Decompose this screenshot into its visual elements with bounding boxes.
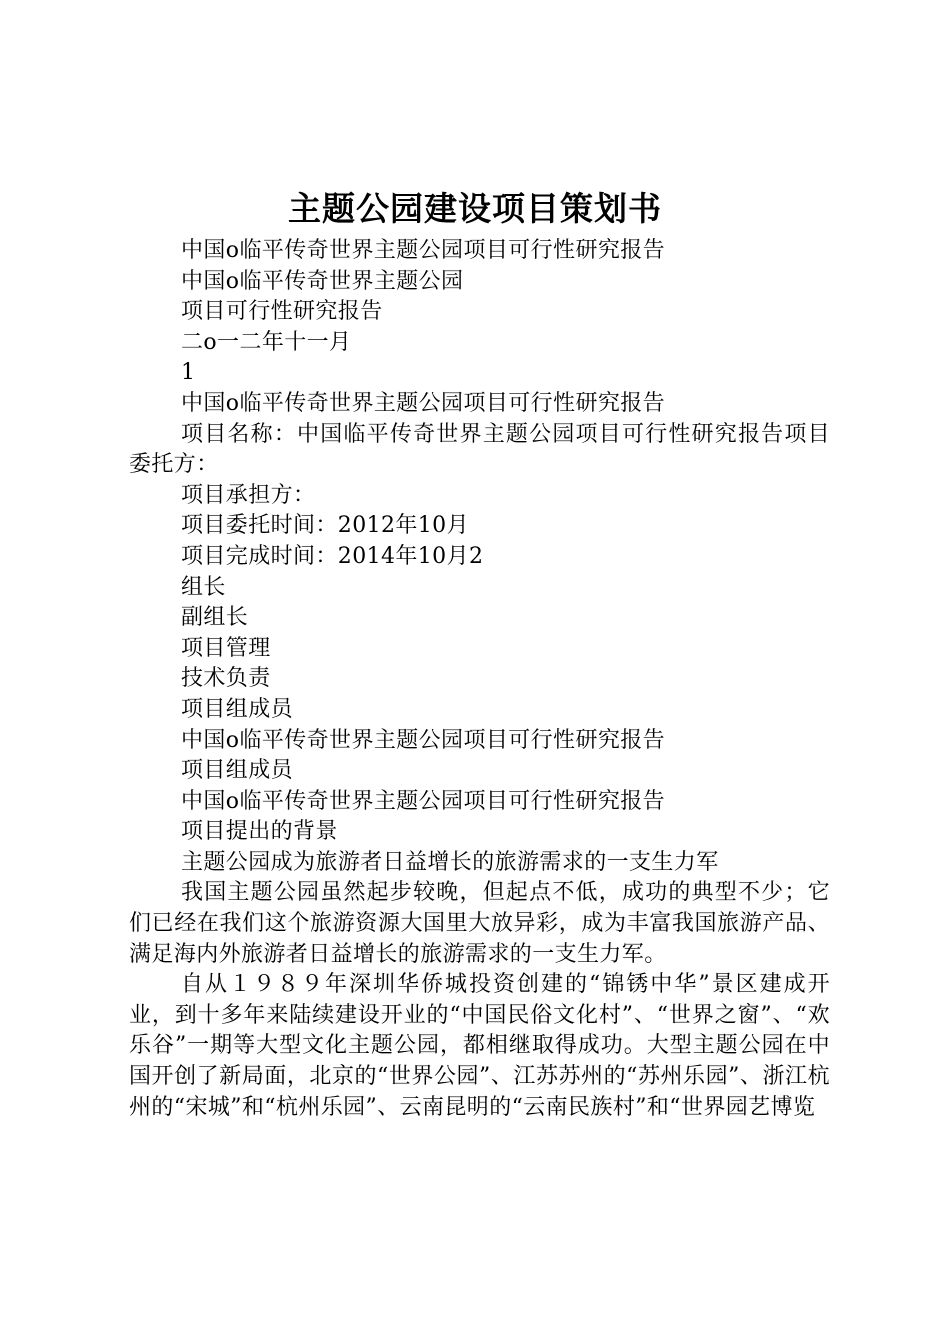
- paragraph: 中国o临平传奇世界主题公园项目可行性研究报告: [181, 238, 666, 263]
- paragraph: 中国o临平传奇世界主题公园: [181, 268, 464, 294]
- paragraph: 我国主题公园虽然起步较晚，但起点不低，成功的典型不少；它们已经在我们这个旅游资源大国里大放异彩，成为丰富我国旅游产品、满足海内外旅游者日益增长的旅游需求的一支生力军。: [129, 880, 830, 967]
- paragraph: 中国o临平传奇世界主题公园项目可行性研究报告: [181, 727, 666, 753]
- paragraph: 项目组成员: [181, 696, 294, 722]
- paragraph: 项目提出的背景: [181, 819, 338, 845]
- paragraph: 中国o临平传奇世界主题公园项目可行性研究报告: [181, 788, 666, 814]
- paragraph: 自从１９８９年深圳华侨城投资创建的“锦锈中华”景区建成开业，到十多年来陆续建设开业的“中国民俗文化村”、“世界之窗”、“欢乐谷”一期等大型文化主题公园，都相继取得成功。大型主题公园在中国开创了新局面，北京的“世界公园”、江苏苏州的“苏州乐园”、浙江杭州的“宋城”和“杭州乐园”、云南昆明的“云南民族村”和“世界园艺博览: [129, 972, 830, 1120]
- paragraph: 项目完成时间：2014年10月2: [181, 543, 484, 569]
- document-title: 主题公园建设项目策划书: [288, 189, 662, 228]
- paragraph: 技术负责: [181, 666, 271, 692]
- paragraph: 项目组成员: [181, 758, 294, 784]
- paragraph: 组长: [181, 574, 226, 600]
- paragraph: 1: [181, 360, 196, 386]
- paragraph: 中国o临平传奇世界主题公园项目可行性研究报告: [181, 390, 666, 416]
- paragraph: 项目承担方：: [181, 482, 316, 508]
- paragraph: 项目管理: [181, 635, 271, 661]
- paragraph: 项目可行性研究报告: [181, 299, 383, 325]
- paragraph: 副组长: [181, 605, 249, 631]
- paragraph: 项目名称：中国临平传奇世界主题公园项目可行性研究报告项目委托方：: [129, 421, 830, 478]
- paragraph: 主题公园成为旅游者日益增长的旅游需求的一支生力军: [181, 849, 719, 875]
- document-body: [129, 236, 830, 1123]
- paragraph: 二o一二年十一月: [181, 329, 352, 355]
- paragraph: 项目委托时间：2012年10月: [181, 513, 469, 539]
